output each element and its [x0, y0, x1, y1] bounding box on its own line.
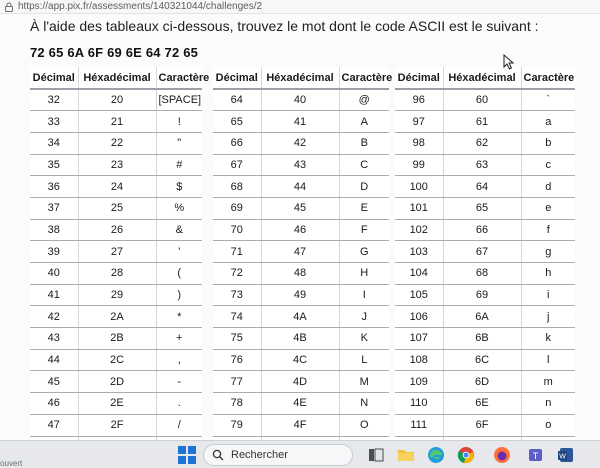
cell-caractere: &: [156, 219, 202, 241]
cell-caractere: %: [156, 197, 202, 219]
cell-hexadecimal: 24: [78, 176, 156, 198]
cell-caractere: I: [339, 284, 389, 306]
cell-hexadecimal: 4F: [261, 414, 339, 436]
cell-decimal: 34: [30, 132, 78, 154]
cell-caractere: [SPACE]: [156, 89, 202, 111]
cell-decimal: 79: [213, 414, 261, 436]
cell-decimal: 70: [213, 219, 261, 241]
table-row: [30, 393, 202, 415]
table-row: [30, 349, 202, 371]
teams-icon[interactable]: [526, 445, 546, 465]
cell-decimal: 40: [30, 263, 78, 285]
cell-decimal: 106: [395, 306, 443, 328]
cell-hexadecimal: 25: [78, 197, 156, 219]
table-row: [30, 284, 202, 306]
cell-caractere: @: [339, 89, 389, 111]
table-row: [30, 89, 202, 111]
table-row: [30, 154, 202, 176]
instruction-text: À l'aide des tableaux ci-dessous, trouvez le mot dont le code ASCII est le suivant :: [30, 18, 539, 34]
cell-hexadecimal: 4D: [261, 371, 339, 393]
cell-decimal: 64: [213, 89, 261, 111]
cell-hexadecimal: 40: [261, 89, 339, 111]
header-decimal: Décimal: [395, 67, 443, 89]
cell-caractere: g: [521, 241, 575, 263]
cell-decimal: 102: [395, 219, 443, 241]
cell-hexadecimal: 45: [261, 197, 339, 219]
cell-decimal: 45: [30, 371, 78, 393]
cell-hexadecimal: 41: [261, 111, 339, 133]
cell-decimal: 109: [395, 371, 443, 393]
table-row: [395, 219, 575, 241]
cell-decimal: 97: [395, 111, 443, 133]
ascii-table-2: [213, 67, 393, 440]
table-row: [395, 89, 575, 111]
cell-decimal: 103: [395, 241, 443, 263]
cell-hexadecimal: 67: [443, 241, 521, 263]
cell-hexadecimal: 27: [78, 241, 156, 263]
table-row: [30, 306, 202, 328]
file-explorer-icon[interactable]: [366, 445, 386, 465]
table-row: [213, 176, 389, 198]
cell-decimal: 39: [30, 241, 78, 263]
header-caractere: Caractère: [339, 67, 389, 89]
cell-decimal: 105: [395, 284, 443, 306]
cell-decimal: 35: [30, 154, 78, 176]
cell-hexadecimal: 29: [78, 284, 156, 306]
taskbar-search-box[interactable]: [203, 444, 353, 466]
chrome-icon[interactable]: [456, 445, 476, 465]
cell-decimal: 75: [213, 328, 261, 350]
cell-decimal: 110: [395, 393, 443, 415]
cell-hexadecimal: 6F: [443, 414, 521, 436]
table-row: [213, 328, 389, 350]
cell-caractere: /: [156, 414, 202, 436]
table-row: [213, 349, 389, 371]
cell-caractere: K: [339, 328, 389, 350]
table-header-row: [213, 67, 389, 89]
cell-decimal: 78: [213, 393, 261, 415]
cell-hexadecimal: 2D: [78, 371, 156, 393]
taskbar-status-text: ouvert: [0, 459, 23, 468]
table-row: [395, 197, 575, 219]
cell-caractere: #: [156, 154, 202, 176]
cell-decimal: 44: [30, 349, 78, 371]
cell-hexadecimal: 2A: [78, 306, 156, 328]
cell-hexadecimal: 46: [261, 219, 339, 241]
table-row: [213, 89, 389, 111]
cell-caractere: ": [156, 132, 202, 154]
cell-hexadecimal: 20: [78, 89, 156, 111]
windows-taskbar: [0, 440, 600, 468]
cell-caractere: (: [156, 263, 202, 285]
cell-decimal: 96: [395, 89, 443, 111]
windows-start-icon[interactable]: [178, 446, 196, 464]
cell-decimal: 41: [30, 284, 78, 306]
table-row: [395, 154, 575, 176]
cell-caractere: F: [339, 219, 389, 241]
cell-hexadecimal: 43: [261, 154, 339, 176]
table-row: [395, 263, 575, 285]
cell-decimal: 47: [30, 414, 78, 436]
table-row: [30, 371, 202, 393]
cell-caractere: +: [156, 328, 202, 350]
cell-decimal: 108: [395, 349, 443, 371]
cell-decimal: 65: [213, 111, 261, 133]
cell-decimal: 100: [395, 176, 443, 198]
cell-decimal: 43: [30, 328, 78, 350]
svg-text:W: W: [559, 453, 566, 461]
cell-caractere: O: [339, 414, 389, 436]
table-header-row: [30, 67, 202, 89]
ascii-table-3: [395, 67, 575, 440]
cell-decimal: 101: [395, 197, 443, 219]
header-hexadecimal: Héxadécimal: [443, 67, 521, 89]
cell-hexadecimal: 2E: [78, 393, 156, 415]
table-row: [213, 371, 389, 393]
cell-caractere: E: [339, 197, 389, 219]
cell-caractere: o: [521, 414, 575, 436]
cell-decimal: 76: [213, 349, 261, 371]
cell-caractere: f: [521, 219, 575, 241]
cell-caractere: b: [521, 132, 575, 154]
cell-caractere: .: [156, 393, 202, 415]
cell-hexadecimal: 2F: [78, 414, 156, 436]
table-row: [30, 197, 202, 219]
table-row: [395, 111, 575, 133]
cell-hexadecimal: 61: [443, 111, 521, 133]
cell-hexadecimal: 48: [261, 263, 339, 285]
table-row: [213, 111, 389, 133]
cell-caractere: a: [521, 111, 575, 133]
browser-address-bar[interactable]: [0, 0, 600, 14]
cell-decimal: 33: [30, 111, 78, 133]
ascii-code: 72 65 6A 6F 69 6E 64 72 65: [30, 45, 199, 60]
cell-caractere: e: [521, 197, 575, 219]
table-row: [395, 371, 575, 393]
cell-caractere: M: [339, 371, 389, 393]
cell-caractere: h: [521, 263, 575, 285]
lock-icon: [4, 2, 14, 12]
table-row: [213, 197, 389, 219]
table-row: [30, 263, 202, 285]
cell-hexadecimal: 49: [261, 284, 339, 306]
cell-caractere: G: [339, 241, 389, 263]
table-row: [395, 132, 575, 154]
cell-caractere: L: [339, 349, 389, 371]
cell-hexadecimal: 47: [261, 241, 339, 263]
table-row: [213, 263, 389, 285]
cell-hexadecimal: 42: [261, 132, 339, 154]
cell-hexadecimal: 66: [443, 219, 521, 241]
cell-hexadecimal: 26: [78, 219, 156, 241]
header-hexadecimal: Héxadécimal: [261, 67, 339, 89]
header-hexadecimal: Héxadécimal: [78, 67, 156, 89]
cell-decimal: 46: [30, 393, 78, 415]
cell-decimal: 73: [213, 284, 261, 306]
cell-caractere: l: [521, 349, 575, 371]
svg-text:T: T: [532, 451, 539, 461]
cell-hexadecimal: 6C: [443, 349, 521, 371]
edge-icon[interactable]: [426, 445, 446, 465]
cell-caractere: A: [339, 111, 389, 133]
cell-hexadecimal: 21: [78, 111, 156, 133]
cell-hexadecimal: 4B: [261, 328, 339, 350]
table-row: [213, 219, 389, 241]
table-row: [395, 328, 575, 350]
cell-caractere: J: [339, 306, 389, 328]
cell-hexadecimal: 4C: [261, 349, 339, 371]
cell-caractere: c: [521, 154, 575, 176]
cell-caractere: N: [339, 393, 389, 415]
table-row: [395, 393, 575, 415]
cell-caractere: C: [339, 154, 389, 176]
word-icon[interactable]: [556, 445, 576, 465]
cell-decimal: 71: [213, 241, 261, 263]
cell-caractere: *: [156, 306, 202, 328]
cell-decimal: 98: [395, 132, 443, 154]
search-icon: [212, 449, 224, 461]
cell-decimal: 32: [30, 89, 78, 111]
table-row: [395, 241, 575, 263]
cell-decimal: 38: [30, 219, 78, 241]
cell-hexadecimal: 4A: [261, 306, 339, 328]
cell-decimal: 99: [395, 154, 443, 176]
table-row: [213, 284, 389, 306]
ascii-table-1: [30, 67, 210, 440]
table-row: [30, 132, 202, 154]
cell-caractere: !: [156, 111, 202, 133]
cell-hexadecimal: 23: [78, 154, 156, 176]
cell-caractere: $: [156, 176, 202, 198]
table-row: [30, 241, 202, 263]
table-header-row: [395, 67, 575, 89]
table-row: [395, 349, 575, 371]
cell-decimal: 69: [213, 197, 261, 219]
cell-decimal: 104: [395, 263, 443, 285]
table-row: [30, 176, 202, 198]
header-decimal: Décimal: [30, 67, 78, 89]
cell-decimal: 66: [213, 132, 261, 154]
table-row: [30, 219, 202, 241]
table-row: [213, 241, 389, 263]
cell-hexadecimal: 6A: [443, 306, 521, 328]
cell-hexadecimal: 64: [443, 176, 521, 198]
cell-caractere: ): [156, 284, 202, 306]
cell-hexadecimal: 2B: [78, 328, 156, 350]
table-row: [213, 393, 389, 415]
table-row: [213, 306, 389, 328]
table-row: [213, 132, 389, 154]
cell-hexadecimal: 68: [443, 263, 521, 285]
cell-decimal: 67: [213, 154, 261, 176]
cell-decimal: 42: [30, 306, 78, 328]
table-row: [395, 176, 575, 198]
cell-caractere: m: [521, 371, 575, 393]
cell-decimal: 72: [213, 263, 261, 285]
cell-hexadecimal: 22: [78, 132, 156, 154]
cell-hexadecimal: 44: [261, 176, 339, 198]
cell-caractere: d: [521, 176, 575, 198]
firefox-icon[interactable]: [492, 445, 512, 465]
table-row: [395, 306, 575, 328]
cell-hexadecimal: 69: [443, 284, 521, 306]
table-row: [395, 414, 575, 436]
cell-decimal: 36: [30, 176, 78, 198]
table-row: [30, 111, 202, 133]
table-row: [213, 414, 389, 436]
header-caractere: Caractère: [521, 67, 575, 89]
cell-caractere: `: [521, 89, 575, 111]
cell-caractere: H: [339, 263, 389, 285]
cell-hexadecimal: 6D: [443, 371, 521, 393]
cell-caractere: ': [156, 241, 202, 263]
header-caractere: Caractère: [156, 67, 202, 89]
cell-hexadecimal: 6B: [443, 328, 521, 350]
cell-hexadecimal: 63: [443, 154, 521, 176]
cell-decimal: 77: [213, 371, 261, 393]
cell-hexadecimal: 65: [443, 197, 521, 219]
challenge-page: [0, 14, 600, 440]
cell-hexadecimal: 4E: [261, 393, 339, 415]
cell-decimal: 74: [213, 306, 261, 328]
cell-hexadecimal: 60: [443, 89, 521, 111]
cell-decimal: 111: [395, 414, 443, 436]
cell-caractere: -: [156, 371, 202, 393]
search-placeholder: Rechercher: [231, 449, 288, 461]
cell-hexadecimal: 6E: [443, 393, 521, 415]
header-decimal: Décimal: [213, 67, 261, 89]
cell-caractere: n: [521, 393, 575, 415]
cell-caractere: i: [521, 284, 575, 306]
cell-caractere: B: [339, 132, 389, 154]
cell-decimal: 107: [395, 328, 443, 350]
table-row: [213, 154, 389, 176]
cell-caractere: j: [521, 306, 575, 328]
cell-decimal: 37: [30, 197, 78, 219]
table-row: [30, 414, 202, 436]
cell-hexadecimal: 28: [78, 263, 156, 285]
cell-caractere: ,: [156, 349, 202, 371]
cell-decimal: 68: [213, 176, 261, 198]
table-row: [395, 284, 575, 306]
folder-icon[interactable]: [396, 445, 416, 465]
table-row: [30, 328, 202, 350]
cell-caractere: k: [521, 328, 575, 350]
url-text[interactable]: https://app.pix.fr/assessments/140321044/challenges/2: [18, 1, 263, 12]
cell-hexadecimal: 62: [443, 132, 521, 154]
cell-hexadecimal: 2C: [78, 349, 156, 371]
mouse-cursor-icon: [503, 54, 515, 70]
cell-caractere: D: [339, 176, 389, 198]
